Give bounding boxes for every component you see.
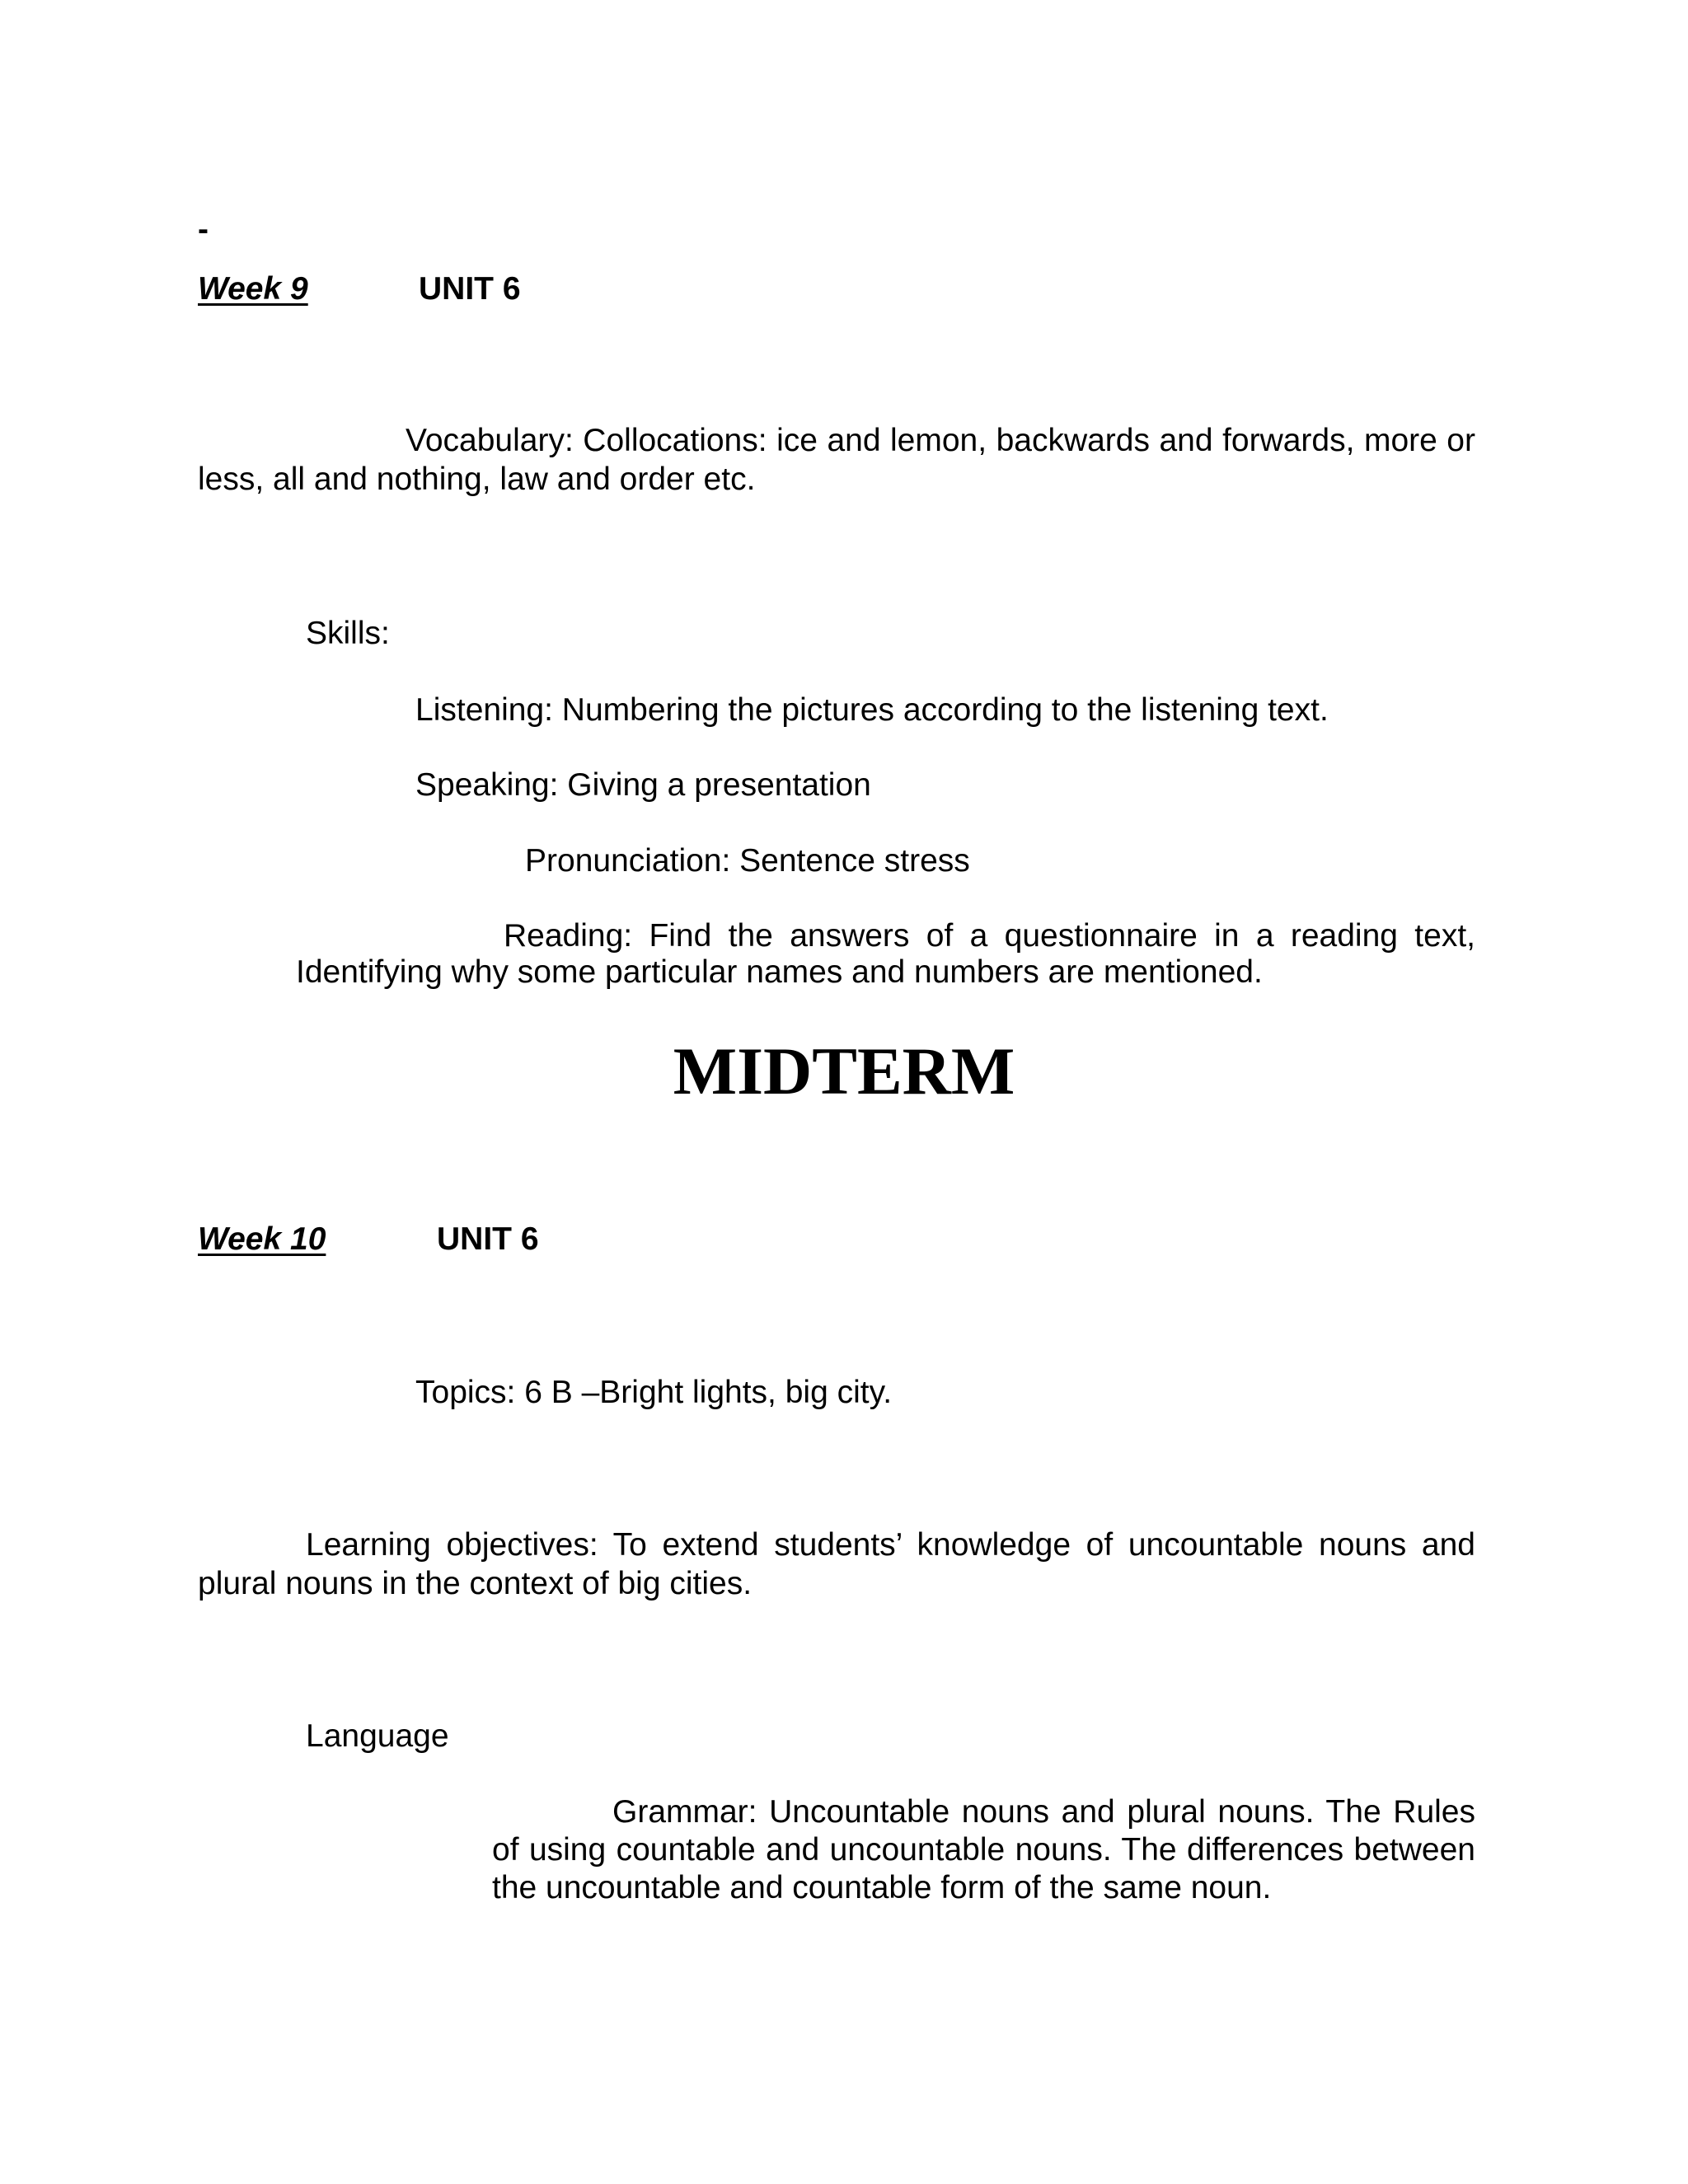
- grammar-paragraph: Grammar: Uncountable nouns and plural nouns. The Rules of using countable and uncountable nouns. The differences between the uncountable and countable form of the same noun.: [492, 1794, 1475, 1905]
- week-9-heading: Week 9: [198, 271, 308, 307]
- learning-objectives-paragraph: Learning objectives: To extend students’ knowledge of uncountable nouns and plural nouns in the context of big cities.: [198, 1527, 1475, 1601]
- listening-line: Listening: Numbering the pictures according to the listening text.: [415, 692, 1329, 728]
- language-label: Language: [306, 1718, 449, 1754]
- topics-line: Topics: 6 B –Bright lights, big city.: [415, 1375, 893, 1410]
- midterm-title: MIDTERM: [673, 1033, 1015, 1108]
- dash-mark: -: [198, 212, 209, 247]
- speaking-line: Speaking: Giving a presentation: [415, 767, 871, 803]
- week-9-unit-heading: UNIT 6: [419, 271, 521, 307]
- vocabulary-paragraph: Vocabulary: Collocations: ice and lemon, backwards and forwards, more or less, all and nothing, law and order etc.: [198, 423, 1475, 497]
- skills-label: Skills:: [306, 616, 390, 651]
- pronunciation-line: Pronunciation: Sentence stress: [525, 843, 970, 879]
- week-10-unit-heading: UNIT 6: [437, 1221, 539, 1257]
- reading-paragraph: Reading: Find the answers of a questionnaire in a reading text, Identifying why some particular names and numbers are mentioned.: [296, 918, 1475, 990]
- week-10-heading: Week 10: [198, 1221, 326, 1257]
